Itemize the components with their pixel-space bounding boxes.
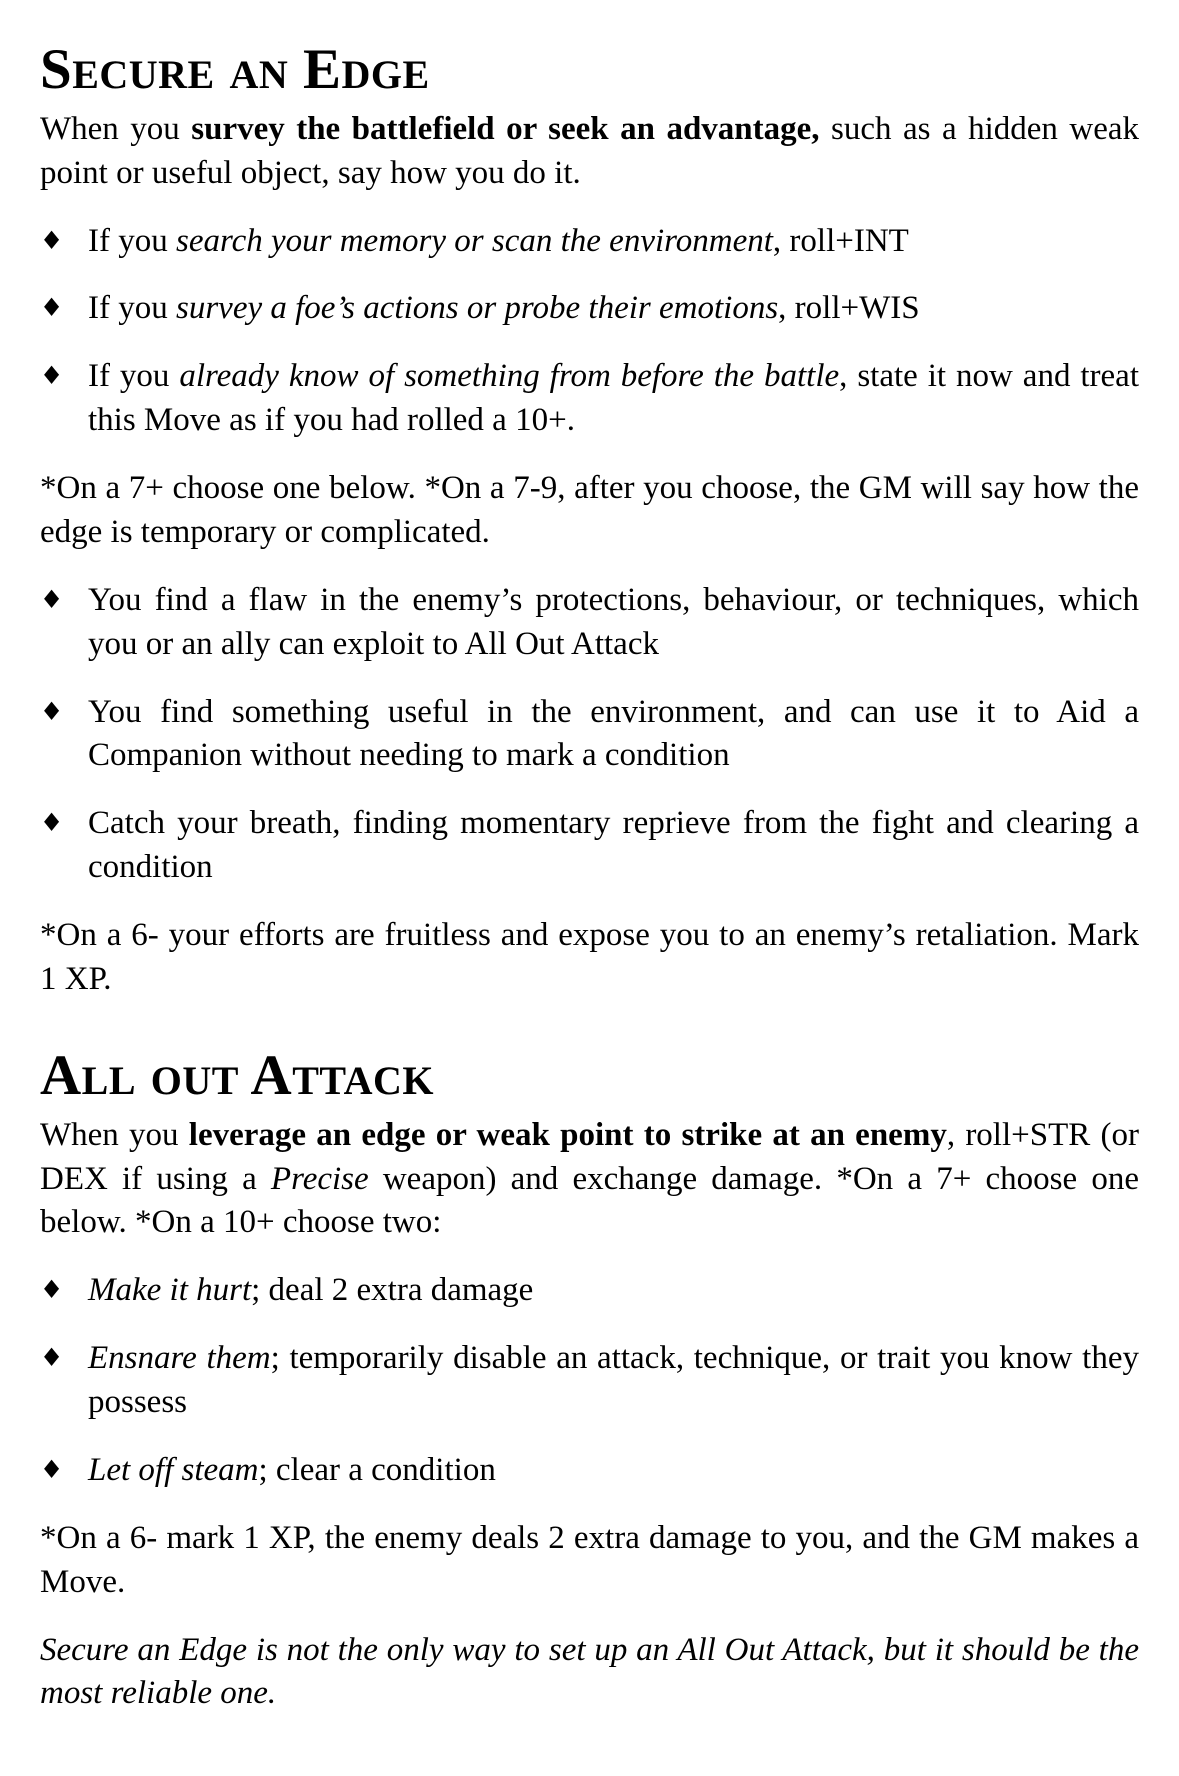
text-run: If you [88, 222, 176, 259]
diamond-bullet-icon: ◆ [44, 1454, 60, 1481]
list-item [40, 287, 1139, 331]
text-run: ; clear a condition [258, 1451, 496, 1488]
diamond-bullet-icon: ◆ [44, 293, 60, 320]
list-item [40, 355, 1139, 443]
diamond-bullet-icon: ◆ [44, 225, 60, 252]
text-run: , roll+STR (or DEX if using a [40, 1116, 1139, 1197]
list-item-text [88, 694, 1139, 774]
list-item-text [88, 358, 1139, 438]
text-run: When you [40, 110, 192, 147]
text-run: Make it hurt [88, 1272, 252, 1309]
list-item-text [88, 805, 1139, 885]
text-run: ; deal 2 extra damage [251, 1272, 534, 1309]
diamond-bullet-icon: ◆ [44, 1343, 60, 1370]
text-run: *On a 7+ choose one below. *On a 7-9, after you choose, the GM will say how the edge is temporary or complicated. [40, 470, 1139, 550]
list-item [40, 1337, 1139, 1425]
diamond-bullet-icon: ◆ [44, 808, 60, 835]
text-run: survey a foe’s actions or probe their emotions [175, 290, 779, 327]
text-run: You find a flaw in the enemy’s protections, behaviour, or techniques, which you or an ally can exploit to All Out Attack [88, 581, 1139, 662]
content [40, 40, 1139, 1716]
list-item-text [88, 1452, 496, 1488]
section-title: All out Attack [40, 1043, 434, 1107]
text-run: , roll+INT [772, 222, 909, 259]
text-run: Ensnare them [88, 1340, 271, 1377]
list-item [40, 220, 1139, 264]
list-item-text [88, 582, 1139, 662]
paragraph [40, 1517, 1139, 1605]
text-run: If you [88, 290, 176, 327]
paragraph [40, 1114, 1139, 1246]
text-run: *On a 6- mark 1 XP, the enemy deals 2 extra damage to you, and the GM makes a Move. [40, 1519, 1139, 1600]
text-run: search your memory or scan the environment [175, 222, 773, 259]
text-run: , state it now and treat this Move as if you had rolled a 10+. [88, 358, 1139, 439]
paragraph [40, 467, 1139, 555]
paragraph [40, 108, 1139, 196]
list-item [40, 691, 1139, 779]
text-run: When you [40, 1116, 189, 1153]
text-run: Secure an Edge is not the only way to set up an All Out Attack, but it should be the most reliable one. [40, 1631, 1139, 1712]
diamond-bullet-icon: ◆ [44, 696, 60, 723]
text-run: ; temporarily disable an attack, technique, or trait you know they possess [88, 1340, 1139, 1421]
text-run: You find something useful in the environment, and can use it to Aid a Companion without needing to mark a condition [88, 693, 1139, 774]
paragraph [40, 1629, 1139, 1717]
text-run: Precise [270, 1160, 369, 1197]
list-item-text [88, 290, 920, 326]
text-run: *On a 6- your efforts are fruitless and expose you to an enemy’s retaliation. Mark 1 XP. [40, 917, 1139, 997]
paragraph [40, 914, 1139, 1002]
text-run: weapon) and exchange damage. *On a 7+ choose one below. *On a 10+ choose two: [40, 1160, 1139, 1241]
text-run: If you [88, 358, 180, 395]
text-run: already know of something from before the battle [179, 358, 840, 395]
text-run: Catch your breath, finding momentary reprieve from the fight and clearing a condition [88, 805, 1139, 886]
list-item [40, 579, 1139, 667]
list-item-text [88, 223, 909, 259]
list-item-text [88, 1340, 1139, 1420]
list-item [40, 802, 1139, 890]
text-run: , roll+WIS [778, 290, 920, 327]
list-item [40, 1269, 1139, 1313]
diamond-bullet-icon: ◆ [44, 361, 60, 388]
move-section [40, 1043, 1139, 1716]
text-run: survey the battlefield or seek an advantage, [191, 110, 820, 147]
bullet-list [40, 1269, 1139, 1493]
list-item-text [88, 1272, 533, 1308]
bullet-list [40, 579, 1139, 890]
text-run: Let off steam [88, 1451, 259, 1488]
section-title: Secure an Edge [40, 38, 430, 101]
text-run: such as a hidden weak point or useful object, say how you do it. [40, 110, 1139, 191]
diamond-bullet-icon: ◆ [44, 584, 60, 611]
text-run: leverage an edge or weak point to strike at an enemy [188, 1116, 947, 1153]
list-item [40, 1449, 1139, 1493]
move-section [40, 40, 1139, 1002]
bullet-list [40, 220, 1139, 444]
diamond-bullet-icon: ◆ [44, 1275, 60, 1302]
